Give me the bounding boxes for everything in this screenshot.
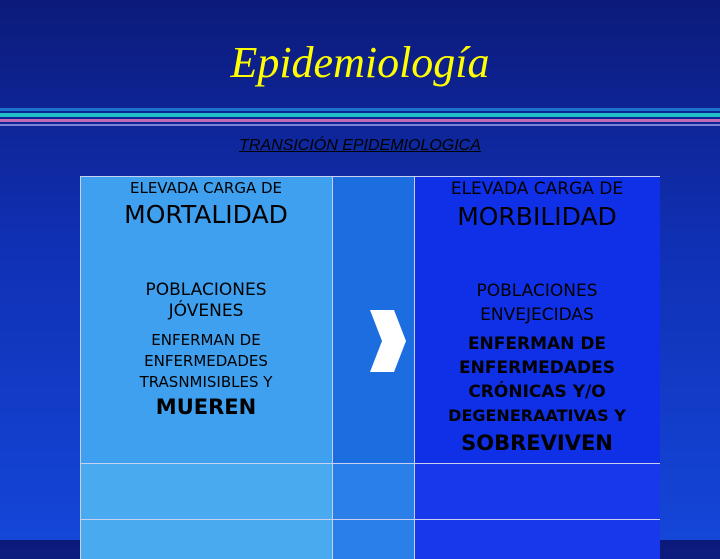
right-enfermedades-label: ENFERMEDADES <box>459 358 615 378</box>
empty-cell <box>414 463 660 519</box>
right-desenlace: SOBREVIVEN <box>461 431 613 455</box>
left-tipo-enf: TRASNMISIBLES Y <box>139 373 273 391</box>
empty-cell <box>332 463 414 519</box>
right-poblaciones-tipo: ENVEJECIDAS <box>480 305 594 325</box>
right-carga-label: ELEVADA CARGA DE <box>450 179 624 199</box>
right-tipo-enf2: DEGENERAATIVAS Y <box>448 406 626 425</box>
decorative-rule <box>0 108 720 111</box>
transition-table <box>80 176 660 556</box>
left-poblaciones-tipo: JÓVENES <box>168 301 244 321</box>
right-poblaciones-label: POBLACIONES <box>476 281 598 301</box>
decorative-rule <box>0 119 720 122</box>
left-desenlace: MUEREN <box>155 395 257 419</box>
empty-cell <box>80 519 332 559</box>
left-tipo-label: MORTALIDAD <box>124 200 288 229</box>
left-enferman-label: ENFERMAN DE <box>151 331 261 349</box>
slide-title: Epidemiología <box>230 38 490 87</box>
right-enferman-label: ENFERMAN DE <box>467 334 607 354</box>
left-carga-label: ELEVADA CARGA DE <box>129 179 283 197</box>
empty-cell <box>414 519 660 559</box>
right-tipo-enf1: CRÓNICAS Y/O <box>468 382 606 402</box>
left-enfermedades-label: ENFERMEDADES <box>144 352 268 370</box>
right-tipo-label: MORBILIDAD <box>457 202 617 231</box>
decorative-rule <box>0 113 720 117</box>
chevron-right-icon <box>368 310 408 372</box>
left-poblaciones-label: POBLACIONES <box>145 280 267 300</box>
empty-cell <box>332 519 414 559</box>
slide-subtitle: TRANSICIÓN EPIDEMIOLOGICA <box>239 137 481 154</box>
decorative-rule <box>0 124 720 126</box>
empty-cell <box>80 463 332 519</box>
